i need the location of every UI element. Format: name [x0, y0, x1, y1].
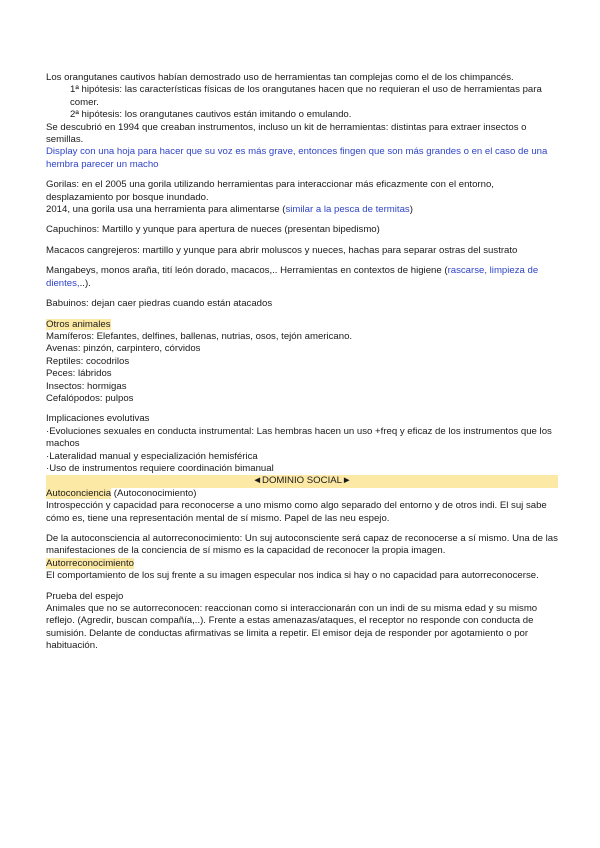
autorreconocimiento-term: Autorreconocimiento	[46, 557, 134, 569]
prueba-espejo-heading: Prueba del espejo	[46, 590, 124, 602]
paragraph-mangabeys	[46, 265, 558, 290]
mangabeys-close: ..).	[79, 277, 91, 289]
paragraph-gorilas-2014	[46, 204, 558, 216]
mangabeys-text: Mangabeys, monos araña, tití león dorado, macacos,.. Herramientas en contextos de higiene (	[46, 265, 448, 277]
otros-item: Mamíferos: Elefantes, delfines, ballenas, nutrias, osos, tejón americano.	[46, 330, 353, 342]
otros-item: Reptiles: cocodrilos	[46, 355, 130, 367]
hypothesis-1: 1ª hipótesis: las características físicas de los orangutanes hacen que no requieran el uso de herramientas para comer.	[70, 84, 542, 108]
implicaciones-heading: Implicaciones evolutivas	[46, 413, 150, 425]
paragraph-babuinos: Babuinos: dejan caer piedras cuando están atacados	[46, 298, 273, 310]
otros-item: Cefalópodos: pulpos	[46, 392, 134, 404]
autoconciencia-term: Autoconciencia	[46, 487, 112, 499]
autoconciencia-body-2: De la autoconsciencia al autorreconocimiento: Un suj autoconsciente será capaz de reconocerse a sí mismo. Una de las manifestaciones de la conciencia de sí mismo es la capacidad de reconocer la propia imagen.	[46, 533, 558, 557]
gorilas-blue-text: similar a la pesca de termitas	[285, 204, 410, 216]
autoconciencia-heading	[46, 488, 558, 500]
paragraph-orangutanes: Los orangutanes cautivos habían demostrado uso de herramientas tan complejas como el de los chimpancés.	[46, 72, 514, 83]
section-banner-dominio-social: ◄DOMINIO SOCIAL►	[46, 475, 558, 487]
paragraph-display: Display con una hoja para hacer que su voz es más grave, entonces fingen que son más grandes o en el caso de una hembra parecer un macho	[46, 146, 548, 170]
paragraph-gorilas: Gorilas: en el 2005 una gorila utilizando herramientas para interaccionar más eficazmente con el entorno, desplazamiento por bosque inundado.	[46, 179, 494, 203]
hypothesis-2: 2ª hipótesis: los orangutanes cautivos están imitando o emulando.	[70, 109, 352, 121]
implicaciones-item: ·Evoluciones sexuales en conducta instrumental: Las hembras hacen un uso +freq y eficaz de los instrumentos que los machos	[46, 425, 552, 450]
implicaciones-item: ·Lateralidad manual y especialización hemisférica	[46, 450, 258, 462]
document-page	[46, 72, 558, 653]
paragraph-1994: Se descubrió en 1994 que creaban instrumentos, incluso un kit de herramientas: distintas para extraer insectos o semillas.	[46, 121, 527, 146]
gorilas-close: )	[409, 204, 413, 216]
paragraph-capuchinos: Capuchinos: Martillo y yunque para apertura de nueces (presentan bipedismo)	[46, 224, 380, 236]
autoconciencia-body: Introspección y capacidad para reconocerse a uno mismo como algo separado del entorno y de otros indi. El suj sabe cómo es, tiene una representación mental de sí mismo. Papel de las neu espejo.	[46, 500, 547, 524]
otros-item: Avenas: pinzón, carpintero, córvidos	[46, 343, 201, 355]
paragraph-macacos: Macacos cangrejeros: martillo y yunque para abrir moluscos y nueces, hachas para separar ostras del sustrato	[46, 244, 518, 256]
autoconciencia-subtitle: (Autoconocimiento)	[111, 487, 197, 499]
otros-animales-title: Otros animales	[46, 318, 111, 330]
otros-animales-heading	[46, 319, 558, 331]
autorreconocimiento-body: El comportamiento de los suj frente a su imagen especular nos indica si hay o no capacidad para autorreconocerse.	[46, 570, 539, 582]
mangabeys-blue-text: rascarse, limpieza de dientes,	[46, 265, 539, 289]
otros-item: Insectos: hormigas	[46, 380, 127, 392]
otros-item: Peces: lábridos	[46, 368, 112, 380]
autorreconocimiento-heading	[46, 558, 558, 570]
gorilas-text: 2014, una gorila usa una herramienta para alimentarse (	[46, 204, 286, 216]
prueba-espejo-body: Animales que no se autorreconocen: reaccionan como si interaccionarán con un indi de su misma edad y su mismo reflejo. (Agredir, buscan compañía,..). Frente a estas amenazas/ataques, el receptor no responde con conducta de sumisión. Delante de conductas afirmativas se limita a repetir. El emisor deja de responder por agotamiento o por habituación.	[46, 603, 538, 652]
implicaciones-item: ·Uso de instrumentos requiere coordinación bimanual	[46, 462, 274, 474]
